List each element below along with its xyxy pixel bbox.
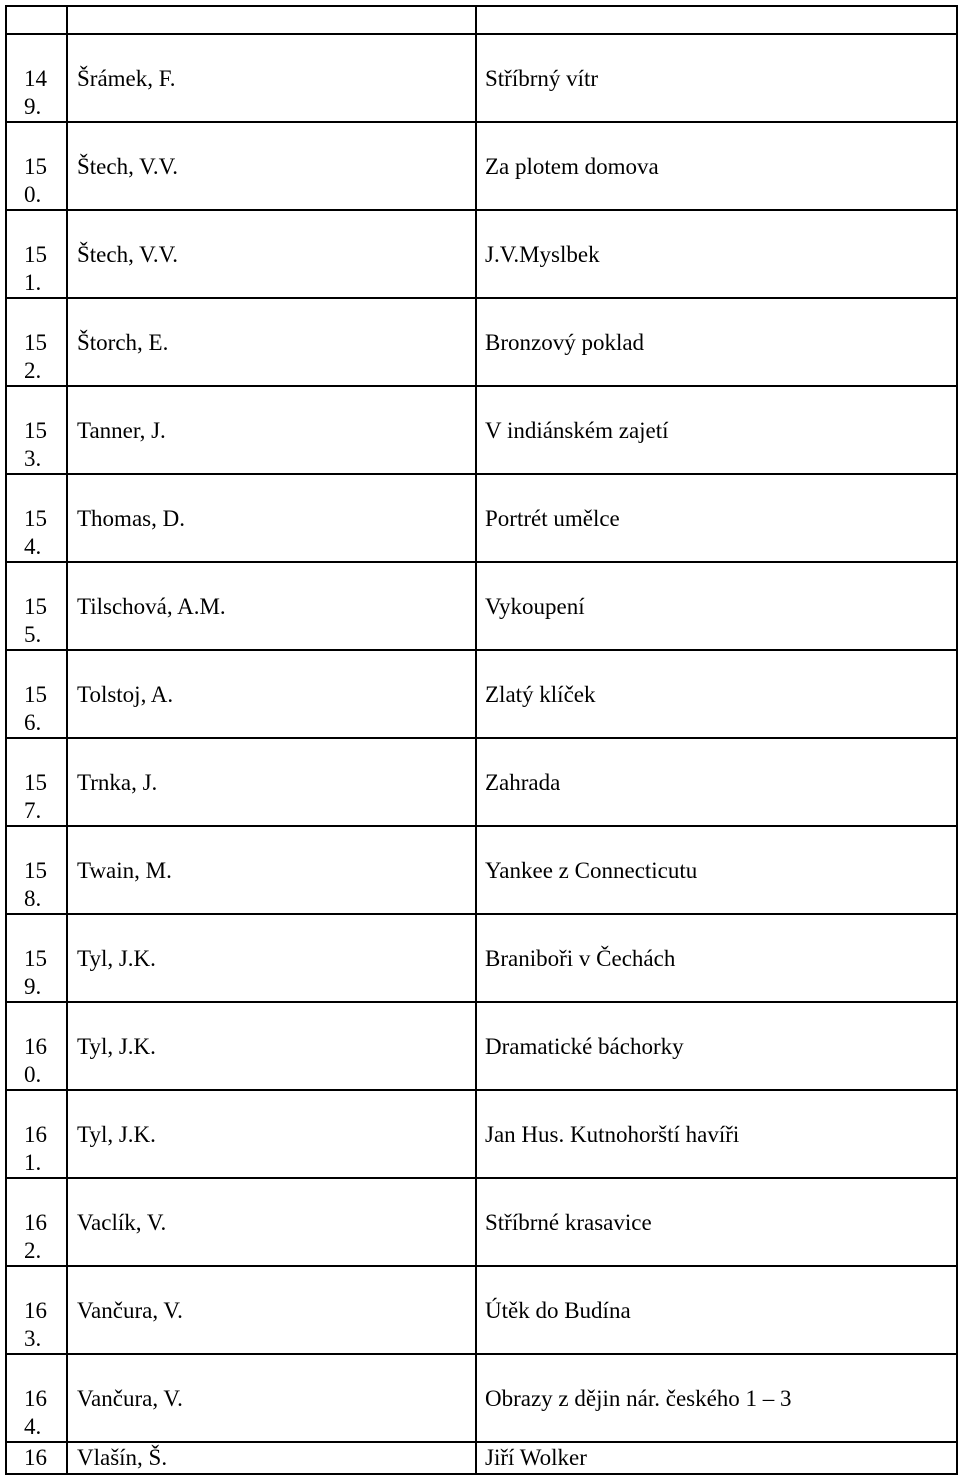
row-title: Obrazy z dějin nár. českého 1 – 3 <box>485 1386 792 1411</box>
table-cell-author <box>67 738 476 826</box>
table-cell-author <box>67 914 476 1002</box>
table-cell-author <box>67 1090 476 1178</box>
table-cell-title <box>476 1442 957 1474</box>
row-number: 15 5. <box>24 594 47 647</box>
table-cell-author <box>67 34 476 122</box>
table-cell-title <box>476 1354 957 1442</box>
row-author: Tyl, J.K. <box>77 946 156 971</box>
row-number: 15 3. <box>24 418 47 471</box>
row-title: Braniboři v Čechách <box>485 946 676 971</box>
row-author: Thomas, D. <box>77 506 185 531</box>
table-row <box>6 1178 957 1266</box>
table-cell-title <box>476 210 957 298</box>
row-number: 15 4. <box>24 506 47 559</box>
header-cell-author <box>67 6 476 34</box>
table-cell-title <box>476 562 957 650</box>
row-number: 15 8. <box>24 858 47 911</box>
row-title: Stříbrný vítr <box>485 66 599 91</box>
row-title: Jan Hus. Kutnohorští havíři <box>485 1122 740 1147</box>
table-cell-title <box>476 122 957 210</box>
table-cell-num <box>6 738 67 826</box>
table-cell-num <box>6 562 67 650</box>
table-cell-num <box>6 1442 67 1474</box>
table-cell-title <box>476 1002 957 1090</box>
row-number: 16 0. <box>24 1034 47 1087</box>
table-cell-title <box>476 1178 957 1266</box>
table-row <box>6 386 957 474</box>
table-cell-title <box>476 386 957 474</box>
row-author: Vančura, V. <box>77 1386 183 1411</box>
row-number: 15 2. <box>24 330 47 383</box>
table-cell-num <box>6 650 67 738</box>
table-cell-author <box>67 1442 476 1474</box>
table-cell-title <box>476 1090 957 1178</box>
table-header-row <box>6 6 957 34</box>
row-author: Vlašín, Š. <box>77 1445 168 1470</box>
table-row <box>6 34 957 122</box>
row-title: Dramatické báchorky <box>485 1034 684 1059</box>
table-row <box>6 1090 957 1178</box>
table-row <box>6 474 957 562</box>
table-body <box>6 6 957 1474</box>
table-cell-num <box>6 1266 67 1354</box>
row-number: 15 7. <box>24 770 47 823</box>
row-title: Stříbrné krasavice <box>485 1210 652 1235</box>
table-cell-title <box>476 650 957 738</box>
row-number: 14 9. <box>24 66 47 119</box>
table-cell-author <box>67 1178 476 1266</box>
row-author: Štech, V.V. <box>77 242 178 267</box>
table-cell-num <box>6 210 67 298</box>
row-author: Tanner, J. <box>77 418 166 443</box>
row-author: Tolstoj, A. <box>77 682 174 707</box>
table-row <box>6 1442 957 1474</box>
row-title: Bronzový poklad <box>485 330 645 355</box>
table-row <box>6 826 957 914</box>
table-cell-author <box>67 1354 476 1442</box>
table-cell-title <box>476 474 957 562</box>
table-cell-num <box>6 914 67 1002</box>
row-number: 16 4. <box>24 1386 47 1439</box>
table-cell-num <box>6 1178 67 1266</box>
table-cell-author <box>67 826 476 914</box>
table-cell-num <box>6 474 67 562</box>
row-title: Útěk do Budína <box>485 1298 631 1323</box>
row-number: 15 6. <box>24 682 47 735</box>
table-cell-author <box>67 210 476 298</box>
table-cell-author <box>67 122 476 210</box>
table-cell-title <box>476 826 957 914</box>
table-row <box>6 914 957 1002</box>
table-row <box>6 298 957 386</box>
row-number: 15 9. <box>24 946 47 999</box>
row-author: Tyl, J.K. <box>77 1122 156 1147</box>
row-number: 16 2. <box>24 1210 47 1263</box>
row-title: Zlatý klíček <box>485 682 596 707</box>
row-title: Yankee z Connecticutu <box>485 858 698 883</box>
table-cell-num <box>6 1002 67 1090</box>
table-cell-title <box>476 298 957 386</box>
header-cell-title <box>476 6 957 34</box>
row-number: 16 1. <box>24 1122 47 1175</box>
row-author: Vaclík, V. <box>77 1210 167 1235</box>
row-number: 16 3. <box>24 1298 47 1351</box>
table-cell-author <box>67 386 476 474</box>
table-cell-num <box>6 386 67 474</box>
row-author: Vančura, V. <box>77 1298 183 1323</box>
table-row <box>6 650 957 738</box>
table-cell-author <box>67 650 476 738</box>
book-list-table <box>5 5 958 1475</box>
row-title: J.V.Myslbek <box>485 242 600 267</box>
table-row <box>6 1354 957 1442</box>
table-cell-num <box>6 1354 67 1442</box>
table-cell-title <box>476 1266 957 1354</box>
row-author: Štech, V.V. <box>77 154 178 179</box>
table-cell-num <box>6 826 67 914</box>
row-title: Vykoupení <box>485 594 585 619</box>
row-author: Šrámek, F. <box>77 66 176 91</box>
table-cell-num <box>6 1090 67 1178</box>
table-row <box>6 1002 957 1090</box>
table-cell-author <box>67 474 476 562</box>
row-author: Twain, M. <box>77 858 172 883</box>
row-author: Tyl, J.K. <box>77 1034 156 1059</box>
table-cell-author <box>67 298 476 386</box>
row-author: Štorch, E. <box>77 330 169 355</box>
table-row <box>6 122 957 210</box>
row-author: Tilschová, A.M. <box>77 594 226 619</box>
row-title: Za plotem domova <box>485 154 659 179</box>
table-cell-title <box>476 34 957 122</box>
row-title: Portrét umělce <box>485 506 620 531</box>
row-title: V indiánském zajetí <box>485 418 669 443</box>
row-title: Jiří Wolker <box>485 1445 587 1470</box>
header-cell-num <box>6 6 67 34</box>
table-cell-author <box>67 1266 476 1354</box>
table-cell-num <box>6 34 67 122</box>
table-cell-author <box>67 1002 476 1090</box>
table-row <box>6 738 957 826</box>
table-cell-author <box>67 562 476 650</box>
table-cell-num <box>6 122 67 210</box>
table-row <box>6 562 957 650</box>
table-row <box>6 210 957 298</box>
table-cell-num <box>6 298 67 386</box>
table-row <box>6 1266 957 1354</box>
row-title: Zahrada <box>485 770 561 795</box>
row-number: 15 0. <box>24 154 47 207</box>
row-number: 16 <box>24 1445 47 1470</box>
row-author: Trnka, J. <box>77 770 158 795</box>
table-cell-title <box>476 914 957 1002</box>
row-number: 15 1. <box>24 242 47 295</box>
table-cell-title <box>476 738 957 826</box>
